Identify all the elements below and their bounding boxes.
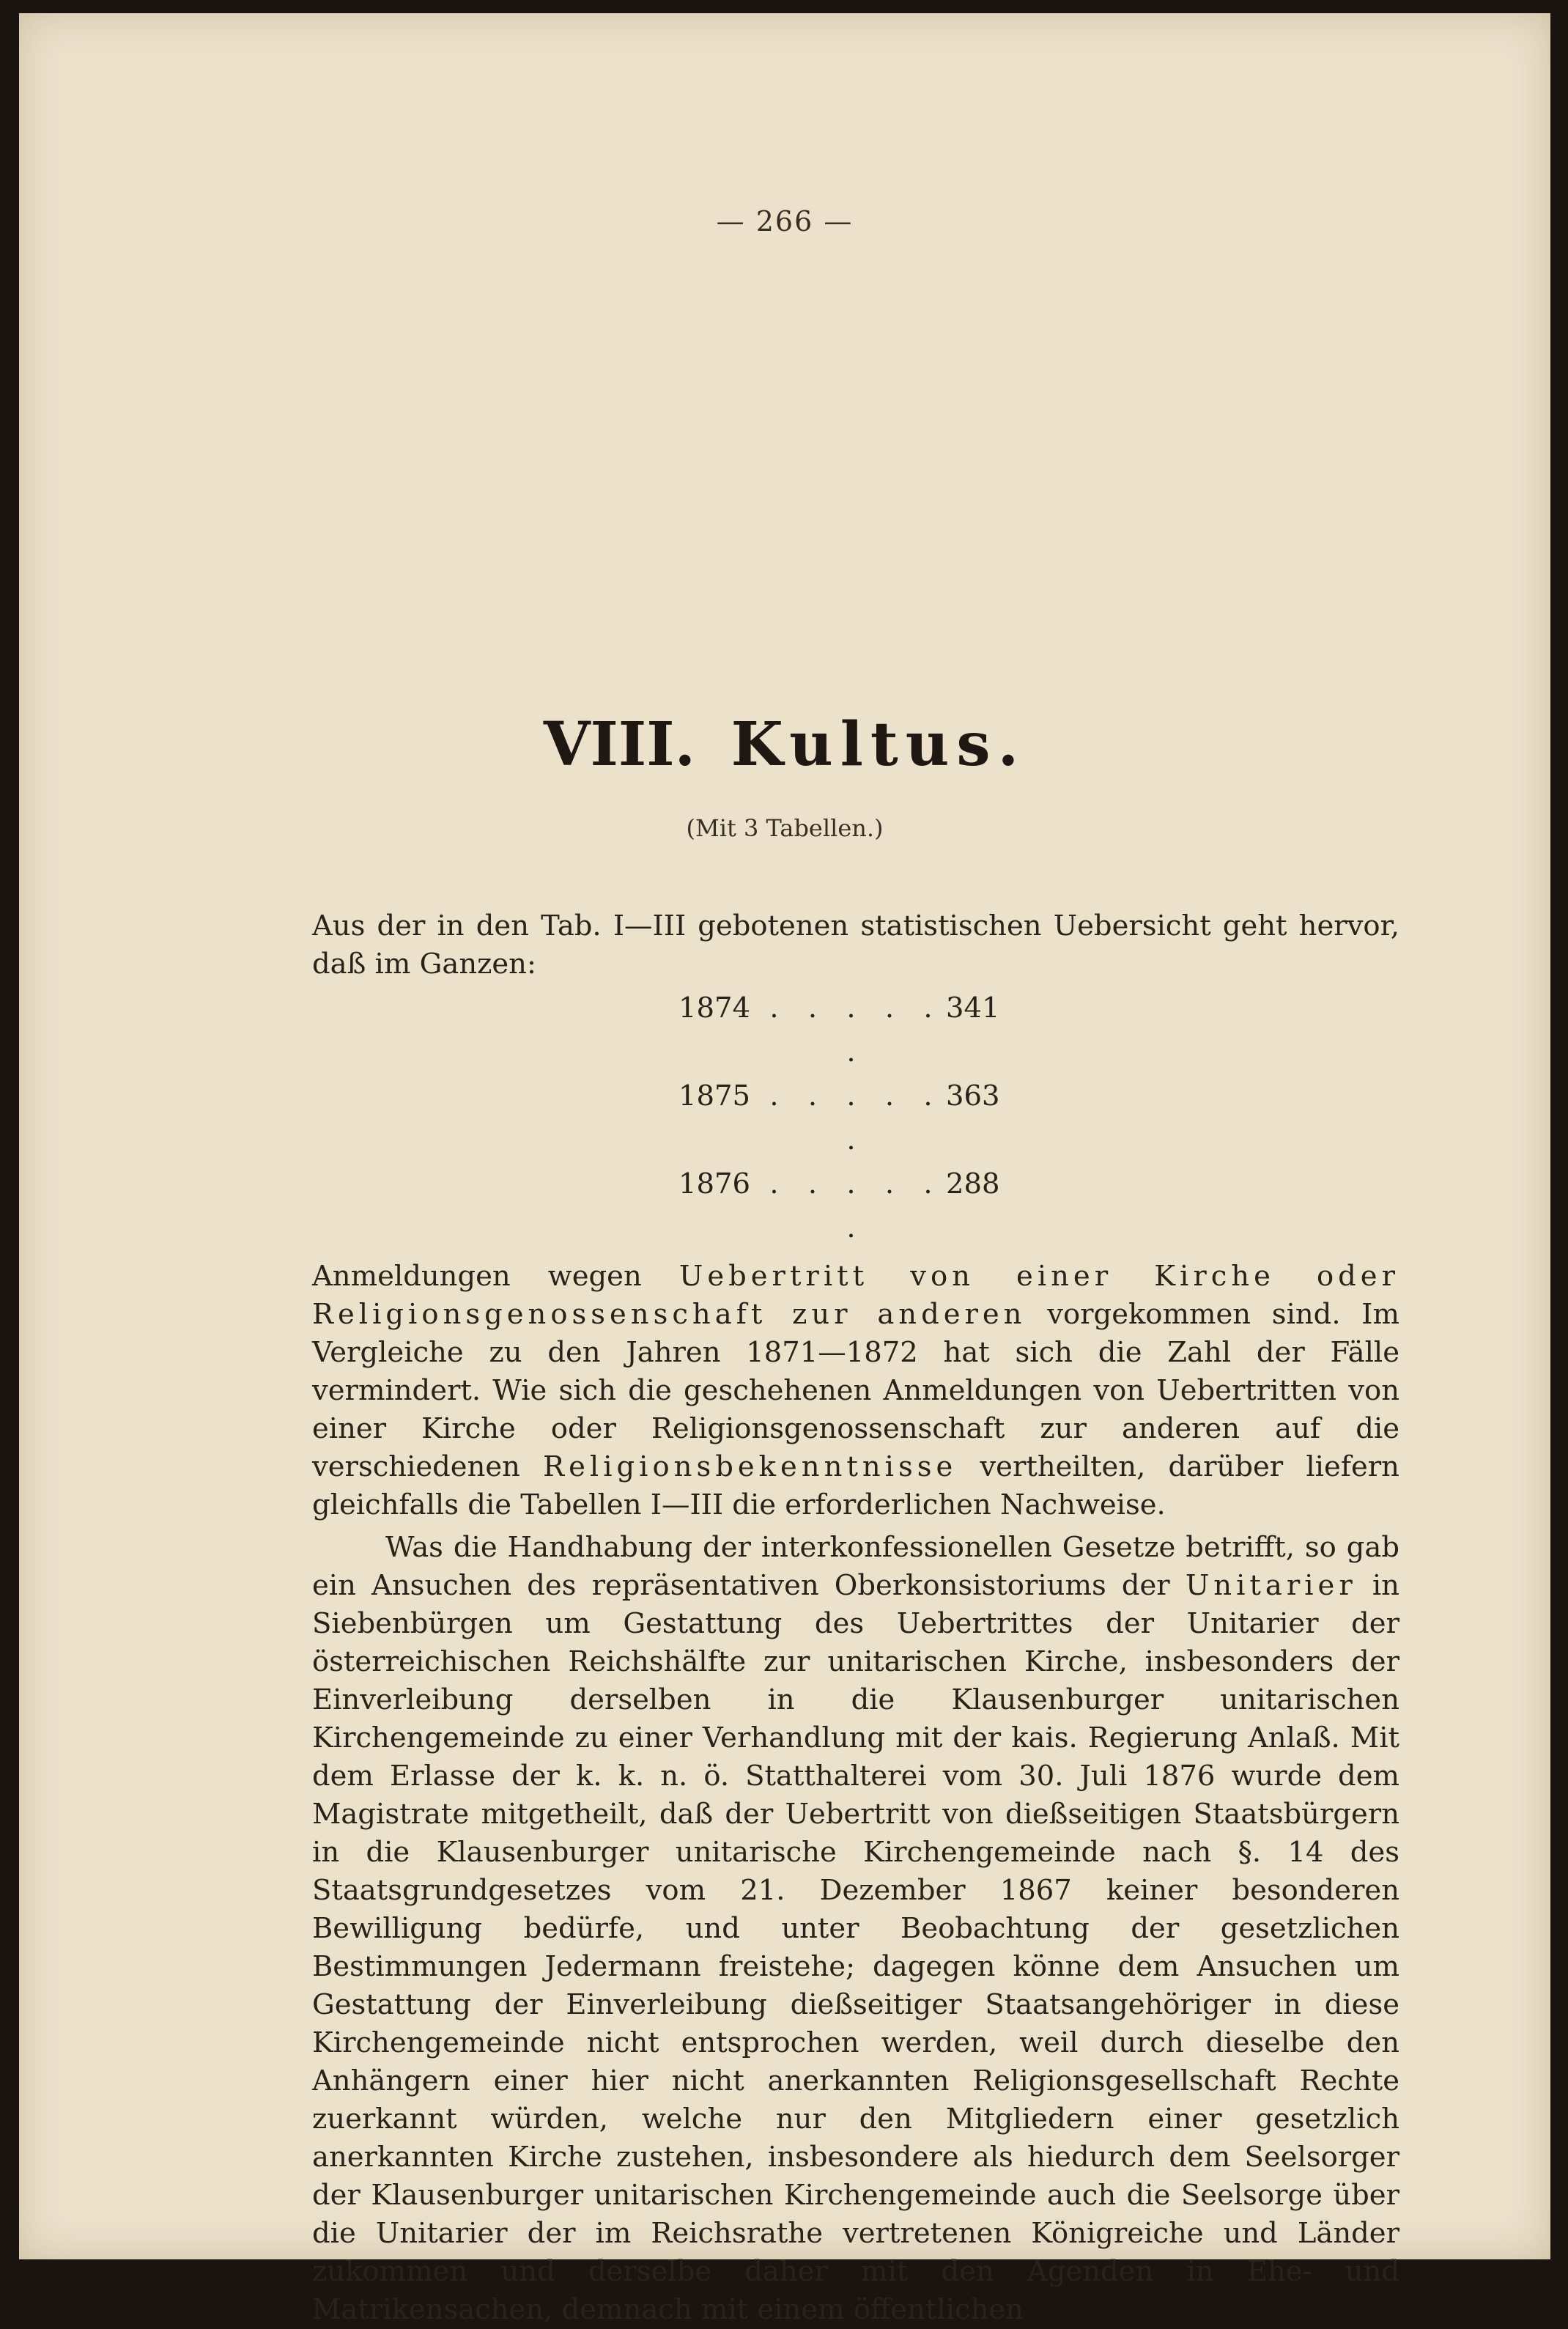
body-text [312,907,1399,2329]
year-row [678,986,1399,1074]
count: 288 [946,1167,1000,1200]
count: 341 [946,992,1000,1025]
year: 1875 [678,1079,750,1112]
leader-dots: . . . . . . [769,1079,943,1156]
year: 1876 [678,1167,750,1200]
year-list [678,983,1399,1258]
leader-dots: . . . . . . [769,992,943,1068]
section-numeral: VIII. [543,709,696,780]
text-run: vertheilten, darüber liefern gleichfalls die Tabellen I—III die erforderlichen Nachweise. [312,1450,1399,1521]
intro-paragraph: Aus der in den Tab. I—III gebotenen statistischen Uebersicht geht hervor, daß im Ganzen: [312,909,1399,981]
year-row [678,1162,1399,1250]
count: 363 [946,1079,1000,1112]
emphasis-text: Religionsbekenntnisse [543,1450,958,1483]
year-row [678,1074,1399,1162]
section-heading [19,709,1550,780]
document-page [19,13,1550,2326]
text-run: vorgekommen sind. Im Vergleiche zu den Jahren 1871—1872 hat sich die Zahl der Fälle vermindert. Wie sich die geschehenen Anmeldungen von Uebertritten von einer Kirche oder Religionsgenossenschaft zur anderen auf die verschiedenen [312,1298,1400,1483]
text-run: in Siebenbürgen um Gestattung des Uebertrittes der Unitarier der österreichischen Reichshälfte zur unitarischen Kirche, insbesonders der Einverleibung derselben in die Klausenburger unitarischen Kirchengemeinde zu einer Verhandlung mit der kais. Regierung Anlaß. Mit dem Erlasse der k. k. n. ö. Statthalterei vom 30. Juli 1876 wurde dem Magistrate mitgetheilt, daß der Uebertritt von dießseitigen Staatsbürgern in die Klausenburger unitarische Kirchengemeinde nach §. 14 des Staatsgrundgesetzes vom 21. Dezember 1867 keiner besonderen Bewilligung bedürfe, und unter Beobachtung der gesetzlichen Bestimmungen Jedermann freistehe; dagegen könne dem Ansuchen um Gestattung der Einverleibung dießseitiger Staatsangehöriger in diese Kirchengemeinde nicht entsprochen werden, weil durch dieselbe den Anhängern einer hier nicht anerkannten Religionsgesellschaft Rechte zuerkannt würden, welche nur den Mitgliedern einer gesetzlich anerkannten Kirche zustehen, insbesondere als hiedurch dem Seelsorger der Klausenburger unitarischen Kirchengemeinde auch die Seelsorge über die Unitarier der im Reichsrathe vertretenen Königreiche und Länder zukommen und derselbe daher mit den Agenden in Ehe- und Matrikensachen, demnach mit einem öffentlichen [312,1569,1399,2326]
year: 1874 [678,992,750,1025]
text-run: Was die Handhabung der interkonfessionellen Gesetze betrifft, so gab ein Ansuchen des repräsentativen Oberkonsistoriums der [312,1531,1399,1602]
paragraph-2 [312,1529,1399,2329]
section-subheading: (Mit 3 Tabellen.) [686,814,884,842]
leader-dots: . . . . . . [769,1167,943,1244]
paragraph-1 [312,1258,1399,1524]
emphasis-text: Uebertritt von einer Kirche oder Religionsgenossenschaft zur anderen [312,1260,1399,1331]
page-number: — 266 — [716,205,854,237]
emphasis-text: Unitarier [1185,1569,1357,1602]
section-title: Kultus. [731,709,1027,780]
text-run: Anmeldungen wegen [312,1260,679,1293]
